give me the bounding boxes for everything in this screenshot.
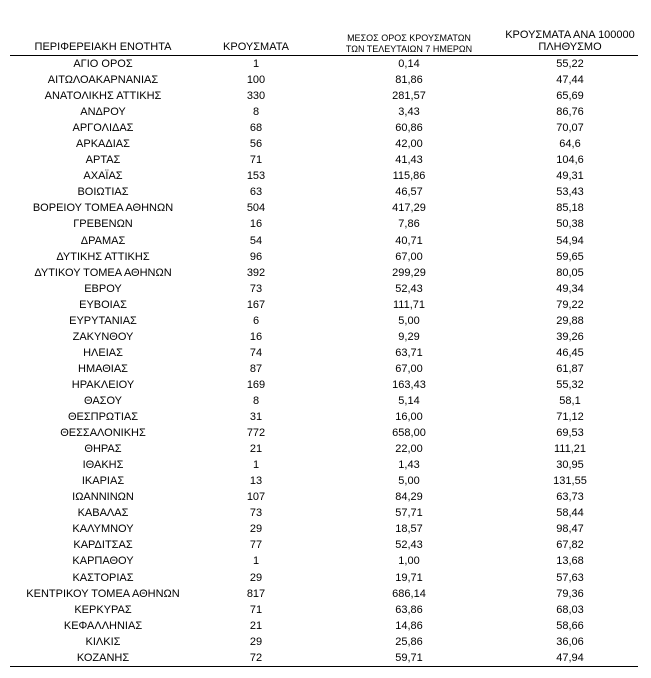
cell-avg-7-days: 7,86	[398, 218, 420, 231]
cell-region: ΚΙΛΚΙΣ	[85, 635, 121, 648]
cell-avg-7-days: 84,29	[395, 491, 423, 504]
table-row	[10, 265, 638, 281]
cell-avg-7-days: 40,71	[395, 234, 423, 247]
cell-cases: 96	[249, 250, 263, 263]
cell-region: ΔΥΤΙΚΟΥ ΤΟΜΕΑ ΑΘΗΝΩΝ	[34, 266, 172, 279]
cell-cases: 1	[252, 459, 260, 472]
table-row	[10, 313, 638, 329]
cell-cases: 68	[249, 122, 263, 135]
cell-region: ΗΜΑΘΙΑΣ	[78, 362, 128, 375]
table-body	[10, 56, 638, 666]
cell-per-100k: 39,26	[556, 330, 584, 343]
cell-cases: 169	[246, 378, 266, 391]
table-row	[10, 505, 638, 521]
cell-region: ΗΡΑΚΛΕΙΟΥ	[71, 378, 135, 391]
cell-per-100k: 79,22	[556, 298, 584, 311]
cell-avg-7-days: 0,14	[398, 58, 420, 70]
cell-region: ΑΝΑΤΟΛΙΚΗΣ ΑΤΤΙΚΗΣ	[44, 90, 162, 103]
cell-region: ΗΛΕΙΑΣ	[83, 346, 123, 359]
cell-per-100k: 61,87	[556, 362, 584, 375]
cell-region: ΑΡΚΑΔΙΑΣ	[76, 138, 130, 151]
table-row	[10, 72, 638, 88]
cell-cases: 73	[249, 507, 263, 520]
cell-region: ΘΕΣΠΡΩΤΙΑΣ	[67, 411, 139, 424]
cell-avg-7-days: 67,00	[395, 250, 423, 263]
cell-region: ΙΩΑΝΝΙΝΩΝ	[72, 491, 134, 504]
header-per100k	[492, 29, 648, 54]
table-row	[10, 345, 638, 361]
cell-cases: 8	[252, 106, 260, 119]
table-row	[10, 377, 638, 393]
cell-avg-7-days: 3,43	[398, 106, 420, 119]
cell-cases: 107	[246, 491, 266, 504]
cell-cases: 87	[249, 362, 263, 375]
table-row	[10, 409, 638, 425]
cell-per-100k: 54,94	[556, 234, 584, 247]
cell-avg-7-days: 14,86	[395, 619, 423, 632]
cell-per-100k: 98,47	[556, 523, 584, 536]
cell-cases: 29	[249, 571, 263, 584]
cell-cases: 330	[246, 90, 266, 103]
cell-cases: 72	[249, 651, 263, 664]
cell-avg-7-days: 81,86	[395, 74, 423, 87]
cell-cases: 167	[246, 298, 266, 311]
cell-cases: 16	[249, 218, 263, 231]
cell-per-100k: 111,21	[553, 443, 586, 456]
cell-per-100k: 46,45	[556, 346, 584, 359]
cell-per-100k: 50,38	[556, 218, 584, 231]
cell-region: ΑΙΤΩΛΟΑΚΑΡΝΑΝΙΑΣ	[47, 74, 159, 87]
cell-region: ΔΡΑΜΑΣ	[80, 234, 126, 247]
cell-avg-7-days: 5,14	[398, 394, 420, 407]
cell-per-100k: 29,88	[556, 314, 584, 327]
cell-region: ΚΑΡΠΑΘΟΥ	[72, 555, 134, 568]
cell-region: ΚΑΛΥΜΝΟΥ	[72, 523, 134, 536]
cell-per-100k: 68,03	[556, 603, 584, 616]
cell-region: ΚΕΡΚΥΡΑΣ	[74, 603, 132, 616]
cell-avg-7-days: 163,43	[392, 378, 426, 391]
table-row	[10, 281, 638, 297]
cell-avg-7-days: 1,43	[398, 459, 420, 472]
cell-region: ΙΘΑΚΗΣ	[82, 459, 124, 472]
cell-avg-7-days: 1,00	[398, 555, 420, 568]
table-row	[10, 602, 638, 618]
cell-avg-7-days: 59,71	[395, 651, 423, 664]
cell-per-100k: 53,43	[556, 186, 584, 199]
cell-per-100k: 55,32	[556, 378, 584, 391]
cell-per-100k: 59,65	[556, 250, 584, 263]
table-row	[10, 120, 638, 136]
cell-region: ΕΥΒΟΙΑΣ	[79, 298, 127, 311]
cell-per-100k: 13,68	[556, 555, 584, 568]
cell-cases: 817	[246, 587, 266, 600]
cell-avg-7-days: 52,43	[395, 282, 423, 295]
cell-per-100k: 58,1	[559, 394, 581, 407]
cell-avg-7-days: 5,00	[398, 314, 420, 327]
table-row	[10, 425, 638, 441]
cell-cases: 8	[252, 394, 260, 407]
cell-region: ΚΕΦΑΛΛΗΝΙΑΣ	[63, 619, 143, 632]
table-row	[10, 618, 638, 634]
cell-cases: 74	[249, 346, 263, 359]
table-row	[10, 570, 638, 586]
cell-region: ΑΝΔΡΟΥ	[80, 106, 126, 119]
cell-region: ΑΡΤΑΣ	[85, 154, 121, 167]
table-row	[10, 393, 638, 409]
table-row	[10, 553, 638, 569]
header-avg	[324, 33, 494, 54]
cell-region: ΚΕΝΤΡΙΚΟΥ ΤΟΜΕΑ ΑΘΗΝΩΝ	[26, 587, 180, 600]
cell-avg-7-days: 16,00	[395, 411, 423, 424]
table-row	[10, 200, 638, 216]
cell-avg-7-days: 60,86	[395, 122, 423, 135]
table-row	[10, 537, 638, 553]
cell-region: ΕΥΡΥΤΑΝΙΑΣ	[69, 314, 137, 327]
cell-avg-7-days: 42,00	[395, 138, 423, 151]
table-row	[10, 634, 638, 650]
cell-per-100k: 47,94	[556, 651, 584, 664]
cell-cases: 77	[249, 539, 263, 552]
cell-avg-7-days: 115,86	[392, 170, 426, 183]
cell-avg-7-days: 18,57	[395, 523, 423, 536]
cell-region: ΓΡΕΒΕΝΩΝ	[73, 218, 133, 231]
cell-per-100k: 69,53	[556, 427, 584, 440]
cell-per-100k: 64,6	[559, 138, 581, 151]
cell-per-100k: 47,44	[556, 74, 584, 87]
cell-avg-7-days: 5,00	[398, 475, 420, 488]
cell-avg-7-days: 111,71	[392, 298, 425, 311]
cell-cases: 1	[252, 58, 260, 70]
cell-region: ΑΓΙΟ ΟΡΟΣ	[73, 58, 133, 70]
cell-avg-7-days: 46,57	[395, 186, 423, 199]
table-row	[10, 56, 638, 72]
cell-avg-7-days: 658,00	[392, 427, 426, 440]
cell-avg-7-days: 19,71	[395, 571, 423, 584]
cell-region: ΑΡΓΟΛΙΔΑΣ	[72, 122, 134, 135]
cell-per-100k: 86,76	[556, 106, 584, 119]
table-row	[10, 329, 638, 345]
cell-avg-7-days: 52,43	[395, 539, 423, 552]
cell-avg-7-days: 67,00	[395, 362, 423, 375]
cell-per-100k: 131,55	[553, 475, 587, 488]
cell-cases: 71	[249, 603, 263, 616]
cell-region: ΚΑΣΤΟΡΙΑΣ	[72, 571, 134, 584]
cell-avg-7-days: 299,29	[392, 266, 426, 279]
cell-per-100k: 57,63	[556, 571, 584, 584]
cell-cases: 1	[252, 555, 260, 568]
cell-region: ΑΧΑΪΑΣ	[83, 170, 123, 183]
cell-avg-7-days: 63,71	[395, 346, 423, 359]
table-header	[10, 14, 638, 56]
table-row	[10, 473, 638, 489]
cell-per-100k: 80,05	[556, 266, 584, 279]
cell-cases: 504	[246, 202, 266, 215]
cell-avg-7-days: 41,43	[395, 154, 423, 167]
table-row	[10, 168, 638, 184]
cell-per-100k: 71,12	[556, 411, 584, 424]
cell-cases: 153	[246, 170, 266, 183]
cell-per-100k: 65,69	[556, 90, 584, 103]
cell-cases: 13	[249, 475, 263, 488]
cell-avg-7-days: 9,29	[398, 330, 420, 343]
cell-cases: 392	[246, 266, 266, 279]
cell-region: ΚΑΒΑΛΑΣ	[77, 507, 129, 520]
header-region-label: ΠΕΡΙΦΕΡΕΙΑΚΗ ΕΝΟΤΗΤΑ	[34, 41, 172, 54]
cell-region: ΖΑΚΥΝΘΟΥ	[72, 330, 134, 343]
table-row	[10, 650, 638, 666]
cell-cases: 21	[249, 443, 263, 456]
table-row	[10, 152, 638, 168]
cell-per-100k: 67,82	[556, 539, 584, 552]
cell-per-100k: 63,73	[556, 491, 584, 504]
table-row	[10, 104, 638, 120]
cell-cases: 16	[249, 330, 263, 343]
covid-cases-table	[10, 14, 638, 667]
cell-region: ΘΑΣΟΥ	[83, 394, 123, 407]
cell-avg-7-days: 57,71	[395, 507, 423, 520]
cell-cases: 6	[252, 314, 260, 327]
cell-avg-7-days: 22,00	[395, 443, 423, 456]
table-row	[10, 361, 638, 377]
table-row	[10, 441, 638, 457]
cell-cases: 21	[249, 619, 263, 632]
cell-cases: 54	[249, 234, 263, 247]
cell-avg-7-days: 417,29	[392, 202, 426, 215]
table-row	[10, 136, 638, 152]
cell-per-100k: 49,31	[556, 170, 584, 183]
cell-region: ΚΑΡΔΙΤΣΑΣ	[73, 539, 133, 552]
cell-region: ΘΗΡΑΣ	[84, 443, 122, 456]
cell-per-100k: 49,34	[556, 282, 584, 295]
table-row	[10, 489, 638, 505]
cell-per-100k: 58,66	[556, 619, 584, 632]
cell-cases: 71	[249, 154, 263, 167]
cell-cases: 100	[246, 74, 266, 87]
cell-per-100k: 70,07	[556, 122, 584, 135]
table-row	[10, 233, 638, 249]
cell-region: ΘΕΣΣΑΛΟΝΙΚΗΣ	[60, 427, 146, 440]
table-row	[10, 88, 638, 104]
cell-per-100k: 36,06	[556, 635, 584, 648]
cell-region: ΒΟΡΕΙΟΥ ΤΟΜΕΑ ΑΘΗΝΩΝ	[32, 202, 174, 215]
cell-per-100k: 104,6	[556, 154, 584, 167]
cell-avg-7-days: 63,86	[395, 603, 423, 616]
cell-per-100k: 58,44	[556, 507, 584, 520]
cell-cases: 772	[246, 427, 266, 440]
header-cases	[196, 41, 316, 54]
table-row	[10, 184, 638, 200]
header-avg-line1: ΜΕΣΟΣ ΟΡΟΣ ΚΡΟΥΣΜΑΤΩΝ	[347, 33, 471, 44]
cell-cases: 63	[249, 186, 263, 199]
cell-cases: 73	[249, 282, 263, 295]
header-region	[10, 41, 196, 54]
table-row	[10, 249, 638, 265]
cell-region: ΕΒΡΟΥ	[84, 282, 122, 295]
table-row	[10, 586, 638, 602]
cell-per-100k: 30,95	[556, 459, 584, 472]
cell-cases: 29	[249, 635, 263, 648]
cell-per-100k: 79,36	[556, 587, 584, 600]
cell-cases: 56	[249, 138, 263, 151]
cell-avg-7-days: 25,86	[395, 635, 423, 648]
table-row	[10, 521, 638, 537]
cell-region: ΒΟΙΩΤΙΑΣ	[77, 186, 129, 199]
table-row	[10, 216, 638, 232]
cell-cases: 31	[249, 411, 263, 424]
header-per100k-line1: ΚΡΟΥΣΜΑΤΑ ΑΝΑ 100000	[505, 28, 635, 41]
cell-region: ΙΚΑΡΙΑΣ	[81, 475, 125, 488]
cell-cases: 29	[249, 523, 263, 536]
cell-region: ΚΟΖΑΝΗΣ	[76, 651, 130, 664]
cell-avg-7-days: 281,57	[392, 90, 426, 103]
header-per100k-line2: ΠΛΗΘΥΣΜΟ	[538, 41, 602, 54]
table-row	[10, 457, 638, 473]
cell-per-100k: 85,18	[556, 202, 584, 215]
header-cases-label: ΚΡΟΥΣΜΑΤΑ	[223, 41, 289, 54]
table-row	[10, 297, 638, 313]
cell-region: ΔΥΤΙΚΗΣ ΑΤΤΙΚΗΣ	[56, 250, 150, 263]
header-avg-line2: ΤΩΝ ΤΕΛΕΥΤΑΙΩΝ 7 ΗΜΕΡΩΝ	[345, 43, 473, 54]
cell-per-100k: 55,22	[556, 58, 584, 70]
table-bottom-rule	[10, 666, 638, 667]
cell-avg-7-days: 686,14	[392, 587, 426, 600]
